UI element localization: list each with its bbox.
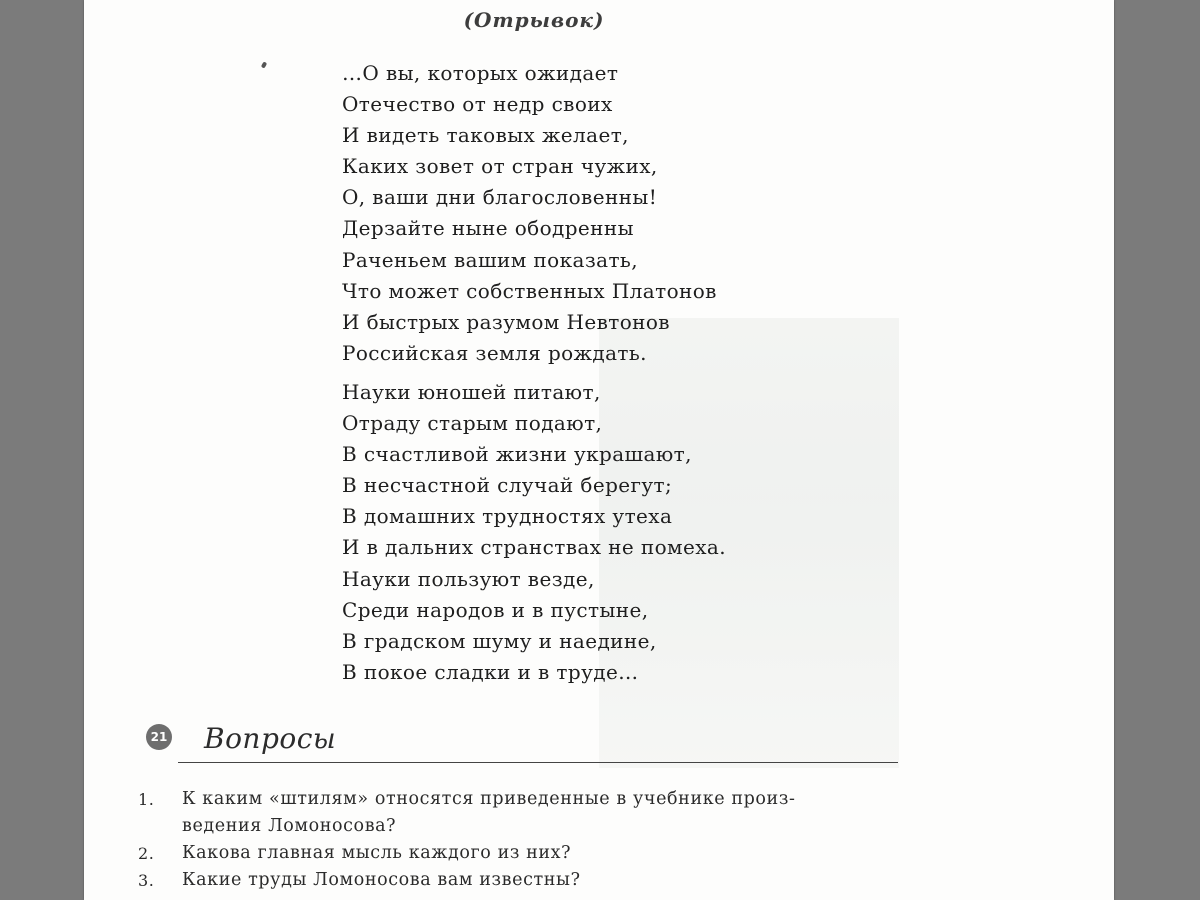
poem-line: Каких зовет от стран чужих, [342,154,658,179]
poem-subtitle: (Отрывок) [463,8,605,32]
poem-line: В покое сладки и в труде… [342,659,639,684]
question-text: К каким «штилям» относятся приведенные в учебнике произ- [182,789,796,809]
question-text: Какие труды Ломоносова вам известны? [182,870,581,890]
poem-line: В домашних трудностях утеха [342,504,673,529]
question-item [138,786,908,840]
poem-line: О, ваши дни благословенны! [342,185,658,210]
poem-line: И видеть таковых желает, [342,123,629,148]
poem-line: В несчастной случай берегут; [342,473,673,498]
poem-line: Дерзайте ныне ободренны [342,216,634,241]
document-page [84,0,1114,900]
question-number: 3. [138,871,155,890]
poem-line: И в дальних странствах не помеха. [342,535,727,560]
poem-line: Отраду старым подают, [342,411,603,436]
poem-line: Отечество от недр своих [342,92,613,117]
poem-line: Среди народов и в пустыне, [342,597,649,622]
question-number: 2. [138,844,155,863]
question-item [138,867,908,894]
poem-line: Науки пользуют везде, [342,566,595,591]
questions-title: Вопросы [204,722,337,755]
question-text: Какова главная мысль каждого из них? [182,843,572,863]
questions-header [144,716,904,768]
header-divider [178,762,898,763]
section-number-badge: 21 [146,724,172,750]
poem-line: Науки юношей питают, [342,379,601,404]
poem-line: В счастливой жизни украшают, [342,442,692,467]
poem-line: Раченьем вашим показать, [342,247,638,272]
poem-line: Российская земля рождать. [342,340,647,365]
question-text-continued: ведения Ломоносова? [182,816,397,836]
poem-line: В градском шуму и наедине, [342,628,657,653]
print-speck [261,61,267,68]
question-number: 1. [138,790,155,809]
poem-text [342,58,726,688]
poem-line: Что может собственных Платонов [342,278,717,303]
questions-list [138,786,908,894]
poem-line: И быстрых разумом Невтонов [342,309,670,334]
question-item [138,840,908,867]
poem-line: …О вы, которых ожидает [342,61,619,85]
